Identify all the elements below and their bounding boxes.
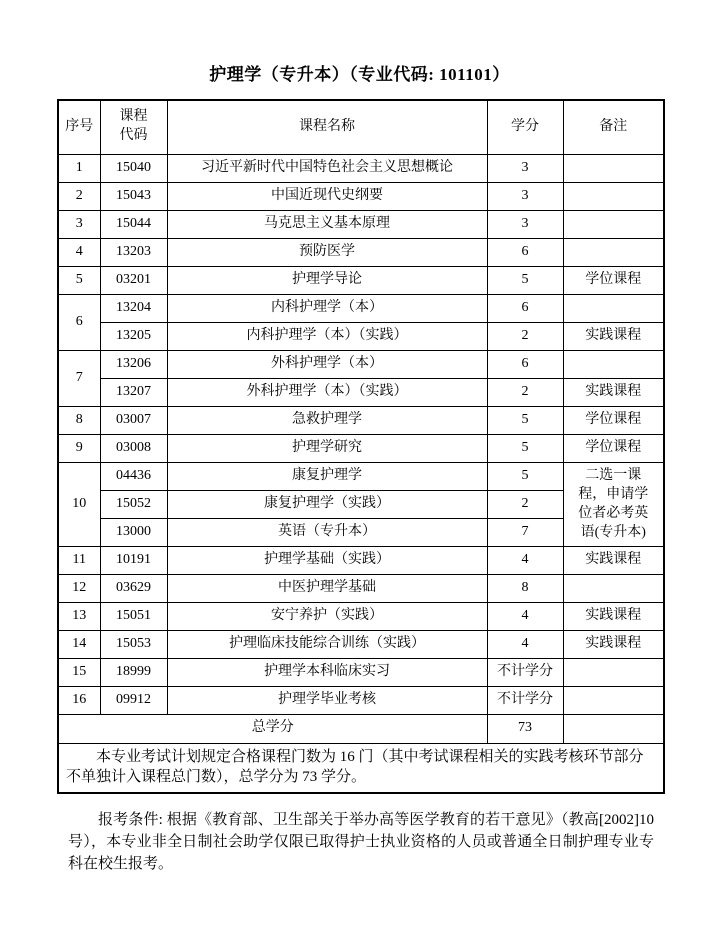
credits-cell: 4 <box>487 602 563 630</box>
total-credits-label: 总学分 <box>58 714 487 743</box>
col-header-code <box>100 100 167 154</box>
code-cell: 03008 <box>100 434 167 462</box>
code-cell: 15052 <box>100 490 167 518</box>
name-cell: 护理学毕业考核 <box>167 686 487 714</box>
credits-cell: 4 <box>487 630 563 658</box>
course-row <box>58 182 664 210</box>
seq-cell: 13 <box>58 602 100 630</box>
seq-cell: 14 <box>58 630 100 658</box>
code-cell: 13205 <box>100 322 167 350</box>
name-cell: 安宁养护（实践） <box>167 602 487 630</box>
code-cell: 03629 <box>100 574 167 602</box>
remark-cell <box>563 574 664 602</box>
course-row <box>58 434 664 462</box>
credits-cell: 5 <box>487 434 563 462</box>
credits-cell: 3 <box>487 210 563 238</box>
course-row <box>58 322 664 350</box>
credits-cell: 3 <box>487 154 563 182</box>
seq-cell: 9 <box>58 434 100 462</box>
code-cell: 13207 <box>100 378 167 406</box>
course-row <box>58 210 664 238</box>
remark-cell <box>563 210 664 238</box>
col-header-seq: 序号 <box>58 100 100 154</box>
credits-cell: 4 <box>487 546 563 574</box>
name-cell: 内科护理学（本） <box>167 294 487 322</box>
credits-cell: 5 <box>487 406 563 434</box>
course-row <box>58 406 664 434</box>
course-row <box>58 574 664 602</box>
credits-cell: 不计学分 <box>487 658 563 686</box>
course-row <box>58 686 664 714</box>
credits-cell: 2 <box>487 490 563 518</box>
remark-cell <box>563 350 664 378</box>
credits-cell: 不计学分 <box>487 686 563 714</box>
credits-cell: 8 <box>487 574 563 602</box>
remark-cell: 实践课程 <box>563 630 664 658</box>
plan-note: 本专业考试计划规定合格课程门数为 16 门（其中考试课程相关的实践考核环节部分不单独计入课程总门数），总学分为 73 学分。 <box>58 743 664 793</box>
name-cell: 预防医学 <box>167 238 487 266</box>
remark-cell <box>563 294 664 322</box>
remark-cell <box>563 182 664 210</box>
remark-cell: 学位课程 <box>563 406 664 434</box>
code-cell: 15043 <box>100 182 167 210</box>
table-header <box>58 100 664 154</box>
code-cell: 04436 <box>100 462 167 490</box>
course-row <box>58 350 664 378</box>
application-requirements: 报考条件: 根据《教育部、卫生部关于举办高等医学教育的若干意见》（教高[2002]10 号），本专业非全日制社会助学仅限已取得护士执业资格的人员或普通全日制护理专业专科在校生报考。 <box>68 811 654 872</box>
remark-cell: 学位课程 <box>563 266 664 294</box>
course-row <box>58 294 664 322</box>
plan-note-row <box>58 743 664 793</box>
seq-cell: 2 <box>58 182 100 210</box>
code-cell: 03007 <box>100 406 167 434</box>
name-cell: 护理学导论 <box>167 266 487 294</box>
code-cell: 15040 <box>100 154 167 182</box>
seq-cell: 12 <box>58 574 100 602</box>
name-cell: 护理学基础（实践） <box>167 546 487 574</box>
name-cell: 英语（专升本） <box>167 518 487 546</box>
remark-cell: 学位课程 <box>563 434 664 462</box>
remark-cell: 二选一课程，申请学位者必考英语(专升本) <box>563 462 664 546</box>
col-header-code-line1: 课程 <box>119 109 148 125</box>
credits-cell: 3 <box>487 182 563 210</box>
name-cell: 中国近现代史纲要 <box>167 182 487 210</box>
course-row <box>58 238 664 266</box>
name-cell: 护理学本科临床实习 <box>167 658 487 686</box>
col-header-credits: 学分 <box>487 100 563 154</box>
remark-cell <box>563 686 664 714</box>
name-cell: 马克思主义基本原理 <box>167 210 487 238</box>
course-row <box>58 546 664 574</box>
code-cell: 10191 <box>100 546 167 574</box>
code-cell: 15053 <box>100 630 167 658</box>
code-cell: 03201 <box>100 266 167 294</box>
course-row <box>58 462 664 490</box>
credits-cell: 2 <box>487 322 563 350</box>
seq-cell: 10 <box>58 462 100 546</box>
code-cell: 13203 <box>100 238 167 266</box>
remark-cell <box>563 154 664 182</box>
course-row <box>58 378 664 406</box>
name-cell: 康复护理学（实践） <box>167 490 487 518</box>
seq-cell: 1 <box>58 154 100 182</box>
credits-cell: 6 <box>487 350 563 378</box>
remark-cell: 实践课程 <box>563 378 664 406</box>
course-row <box>58 266 664 294</box>
credits-cell: 5 <box>487 266 563 294</box>
name-cell: 护理临床技能综合训练（实践） <box>167 630 487 658</box>
course-plan-table <box>57 99 665 794</box>
credits-cell: 6 <box>487 294 563 322</box>
name-cell: 外科护理学（本）（实践） <box>167 378 487 406</box>
credits-cell: 6 <box>487 238 563 266</box>
credits-cell: 2 <box>487 378 563 406</box>
col-header-code-line2: 代码 <box>119 128 148 144</box>
code-cell: 15044 <box>100 210 167 238</box>
remark-cell <box>563 238 664 266</box>
remark-cell: 实践课程 <box>563 602 664 630</box>
credits-cell: 5 <box>487 462 563 490</box>
code-cell: 13000 <box>100 518 167 546</box>
col-header-remark: 备注 <box>563 100 664 154</box>
code-cell: 18999 <box>100 658 167 686</box>
name-cell: 康复护理学 <box>167 462 487 490</box>
name-cell: 急救护理学 <box>167 406 487 434</box>
seq-cell: 6 <box>58 294 100 350</box>
name-cell: 外科护理学（本） <box>167 350 487 378</box>
course-row <box>58 154 664 182</box>
code-cell: 13206 <box>100 350 167 378</box>
remark-cell: 实践课程 <box>563 546 664 574</box>
seq-cell: 15 <box>58 658 100 686</box>
course-row <box>58 658 664 686</box>
seq-cell: 5 <box>58 266 100 294</box>
total-credits-value: 73 <box>487 714 563 743</box>
name-cell: 习近平新时代中国特色社会主义思想概论 <box>167 154 487 182</box>
seq-cell: 7 <box>58 350 100 406</box>
code-cell: 13204 <box>100 294 167 322</box>
header-row <box>58 100 664 154</box>
seq-cell: 4 <box>58 238 100 266</box>
total-credits-remark <box>563 714 664 743</box>
name-cell: 中医护理学基础 <box>167 574 487 602</box>
seq-cell: 3 <box>58 210 100 238</box>
course-row <box>58 630 664 658</box>
credits-cell: 7 <box>487 518 563 546</box>
name-cell: 内科护理学（本）（实践） <box>167 322 487 350</box>
code-cell: 15051 <box>100 602 167 630</box>
seq-cell: 16 <box>58 686 100 714</box>
total-credits-row <box>58 714 664 743</box>
remark-cell <box>563 658 664 686</box>
table-body <box>58 154 664 714</box>
name-cell: 护理学研究 <box>167 434 487 462</box>
code-cell: 09912 <box>100 686 167 714</box>
table-footer-rows <box>58 714 664 793</box>
course-row <box>58 602 664 630</box>
seq-cell: 8 <box>58 406 100 434</box>
col-header-name: 课程名称 <box>167 100 487 154</box>
seq-cell: 11 <box>58 546 100 574</box>
page-title: 护理学（专升本）（专业代码: 101101） <box>209 65 510 84</box>
remark-cell: 实践课程 <box>563 322 664 350</box>
